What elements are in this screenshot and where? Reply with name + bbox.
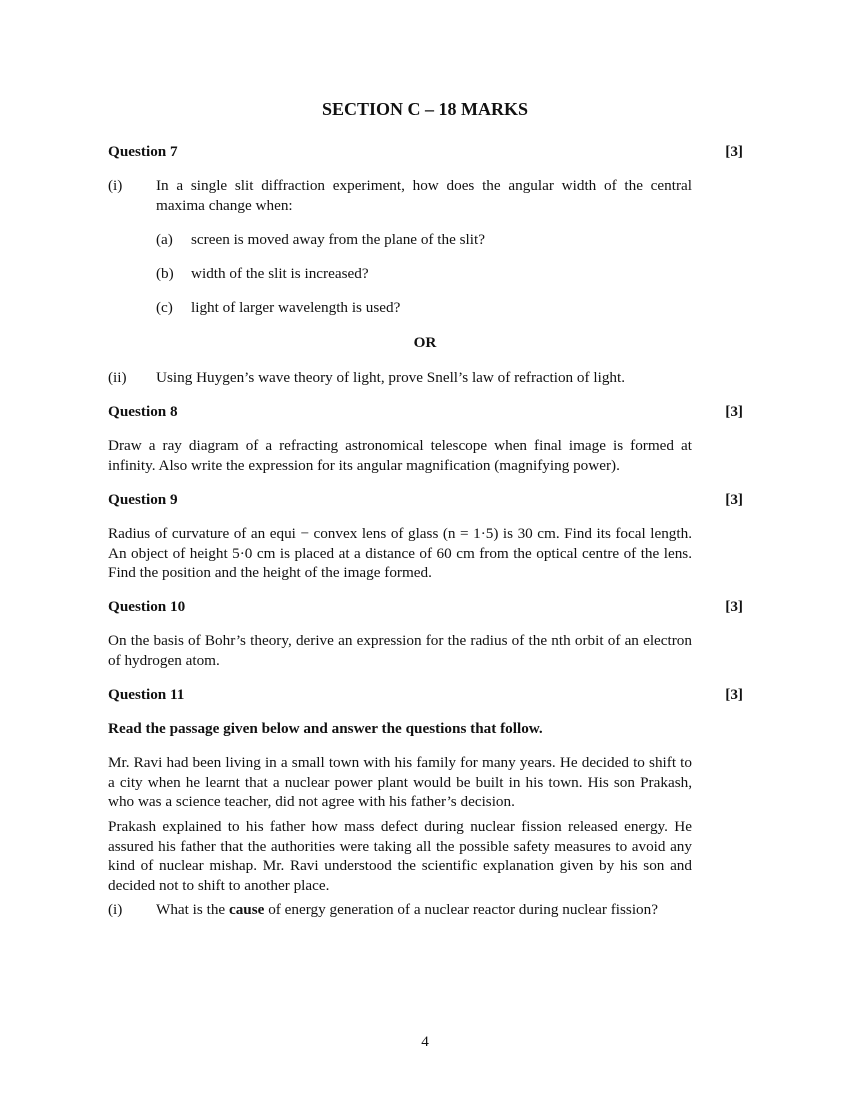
or-divider: OR: [413, 334, 437, 351]
question-9-text: Radius of curvature of an equi − convex lens of glass (n = 1·5) is 30 cm. Find its focal length. An object of height 5·0 cm is placed at a distance of 60 cm from the optical centre of the lens. Find the position and the height of the image formed.: [108, 525, 692, 582]
q7-c-label: (c): [156, 299, 173, 316]
q7-i-label: (i): [108, 177, 123, 194]
passage-paragraph-1: Mr. Ravi had been living in a small town with his family for many years. He decided to shift to a city when he learnt that a nuclear power plant would be built in his town. His son Prakash, who was a science teacher, did not agree with his father’s decision.: [108, 754, 692, 811]
q11-i-text: [156, 900, 692, 920]
q7-c-text: light of larger wavelength is used?: [191, 299, 401, 316]
question-11-title: Question 11: [108, 686, 185, 703]
question-8-title: Question 8: [108, 403, 178, 420]
q11-i-text-bold: cause: [228, 901, 265, 918]
q7-i-text: In a single slit diffraction experiment, how does the angular width of the central maxima change when:: [156, 177, 692, 214]
page-number: 4: [421, 1033, 429, 1050]
q7-a-text: screen is moved away from the plane of the slit?: [191, 231, 485, 248]
q7-a-label: (a): [156, 231, 173, 248]
question-7-title: Question 7: [108, 143, 178, 160]
question-9-title: Question 9: [108, 491, 178, 508]
question-10-title: Question 10: [108, 598, 186, 615]
question-8-marks: [3]: [725, 403, 743, 420]
q7-ii-text: Using Huygen’s wave theory of light, prove Snell’s law of refraction of light.: [156, 369, 626, 386]
q11-i-text-post: of energy generation of a nuclear reactor during nuclear fission?: [264, 901, 658, 918]
question-9-marks: [3]: [725, 491, 743, 508]
section-title: SECTION C – 18 MARKS: [321, 99, 529, 119]
question-10-text: On the basis of Bohr’s theory, derive an expression for the radius of the nth orbit of an electron of hydrogen atom.: [108, 632, 692, 669]
question-11-instruction: Read the passage given below and answer the questions that follow.: [108, 720, 543, 737]
question-8-text: Draw a ray diagram of a refracting astronomical telescope when final image is formed at infinity. Also write the expression for its angular magnification (magnifying power).: [108, 437, 692, 474]
q7-b-label: (b): [156, 265, 174, 282]
question-11-marks: [3]: [725, 686, 743, 703]
question-10-marks: [3]: [725, 598, 743, 615]
q11-i-text-pre: What is the: [156, 901, 229, 918]
passage-paragraph-2: Prakash explained to his father how mass defect during nuclear fission released energy. He assured his father that the authorities were taking all the possible safety measures to avoid any kind of nuclear mishap. Mr. Ravi understood the scientific explanation given by his son and decided not to shift to another place.: [108, 818, 692, 894]
q11-i-label: (i): [108, 901, 123, 918]
question-7-marks: [3]: [725, 143, 743, 160]
q7-b-text: width of the slit is increased?: [191, 265, 369, 282]
q7-ii-label: (ii): [108, 369, 127, 386]
